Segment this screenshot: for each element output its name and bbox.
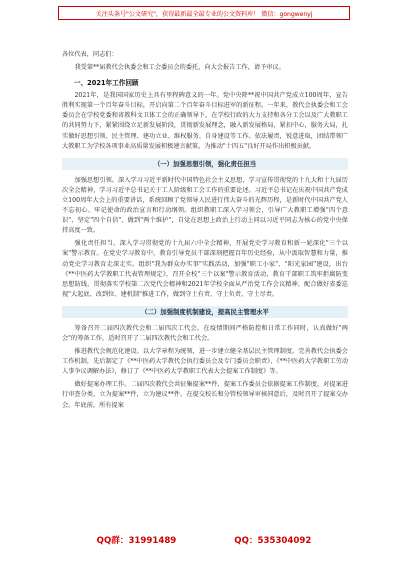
paragraph-proposals: 做好提案办理工作。二届四次教代会共征集提案**件，提案工作委员会依据提案工作制度，对提案进行审查分类，立为提案**件，立为建议**件。在提交校长和分管校领导审核同意后，及时召开了提案交办会。年底前，所有提案 xyxy=(62,381,348,409)
qq-group: QQ群：31991489 xyxy=(96,536,177,546)
section-heading: 一、2021年工作回顾 xyxy=(74,79,139,88)
paragraph-responsibility: 强化责任担当。深入学习贯彻党的十九届六中全会精神，开展党史学习教育和新一轮深化"三个以案"警示教育。在党史学习教育中，教育引导党员干部深刻把握百年历史经验，从中汲取智慧和力量，推动党史学习教育走深走实。组织"我为群众办实事"实践活动，加强"职工小家"、"阳光家园"建设，出台《**中医药大学教职工代表管理规定》，召开全校"三个以案"警示教育活动，教育干部职工筑牢拒腐防变思想防线，贯彻落实学校第二次党代会精神和2021年学校全面从严治党工作会议精神，配合做好省委巡视"大起底、改到位、建机制"推进工作，做到守土有责、守土负责、守土尽责。 xyxy=(62,240,348,298)
qq-number: QQ：535304092 xyxy=(234,536,312,546)
paragraph-congress-prep: 筹备召开二届四次教代会和二届四次工代会。在疫情期间严格防控和日常工作同时，认真做好"两会"的筹备工作，适时召开了二届四次教代会和工代会。 xyxy=(62,324,348,342)
footer-contact xyxy=(0,534,408,548)
review-paragraph: 2021年，是我国国家历史上具有里程碑意义的一年。党中央降**祝中国共产党成立100周年，宣告胜利实现第一个百年奋斗目标，开启向第二个百年奋斗目标进军的新征程。一年来，教代会执委会和工会委员会在学校党委和省教科文卫体工会的正确领导下，在学校行政的大力支持和各分工会以及广大教职工的共同努力下，紧紧围绕立足新发展阶段，贯彻新发展理念，融入新发展格局，紧扣中心，服务大局，扎实做好思想引领、民主管理、建功立业、维权服务、自身建设等工作。依法履责，锐意进取，团结带领广大教职工为学校各项事业高质量发展积极建言献策，为推动"十四五"良好开局作出积极贡献。 xyxy=(62,92,348,150)
document-body xyxy=(62,50,348,414)
paragraph-standardization: 推进教代会规范化建设。以大学章程为统领，进一步建立健全基层民主管理制度。完善教代会执委会工作机制，先后制定了《**中医药大学教代会执行委员会及专门委员会职责》、《**中医药大学教职工劳动人事争议调解办法》，修订了《**中医药大学教职工代表大会提案工作制度》等。 xyxy=(62,348,348,376)
promo-banner: 关注头条号"公文研究"，获得最新最全最专业的公文资料库！ 微信：gongwenyj xyxy=(58,6,350,20)
subsection-heading-1: （一）加强思想引领，强化责任担当 xyxy=(62,158,348,170)
intro-paragraph: 我受第**届教代会执委会和工会委员会的委托，向大会报告工作，请予审议。 xyxy=(74,64,285,72)
greeting: 各位代表，同志们： xyxy=(62,51,118,58)
paragraph-thought-guidance: 加强思想引领。深入学习习近平新时代中国特色社会主义思想，学习宣传贯彻党的十九大和十九届历次全会精神，学习习近平总书记关于工人阶级和工会工作的重要论述。习近平总书记在庆祝中国共产党成立100周年大会上的重要讲话，系统回顾了党领导人民进行伟大奋斗的光辉历程，是新时代中国共产党人不忘初心、牢记使命的政治宣言和行动纲领。组织教职工深入学习领会，引导广大教职工增强"四个意识"、坚定"四个自信"、做到"两个维护"，自觉在思想上政治上行动上同以习近平同志为核心的党中央保持高度一致。 xyxy=(62,176,348,235)
subsection-heading-2: （二）加强制度机制建设，提高民主管理水平 xyxy=(62,306,348,318)
